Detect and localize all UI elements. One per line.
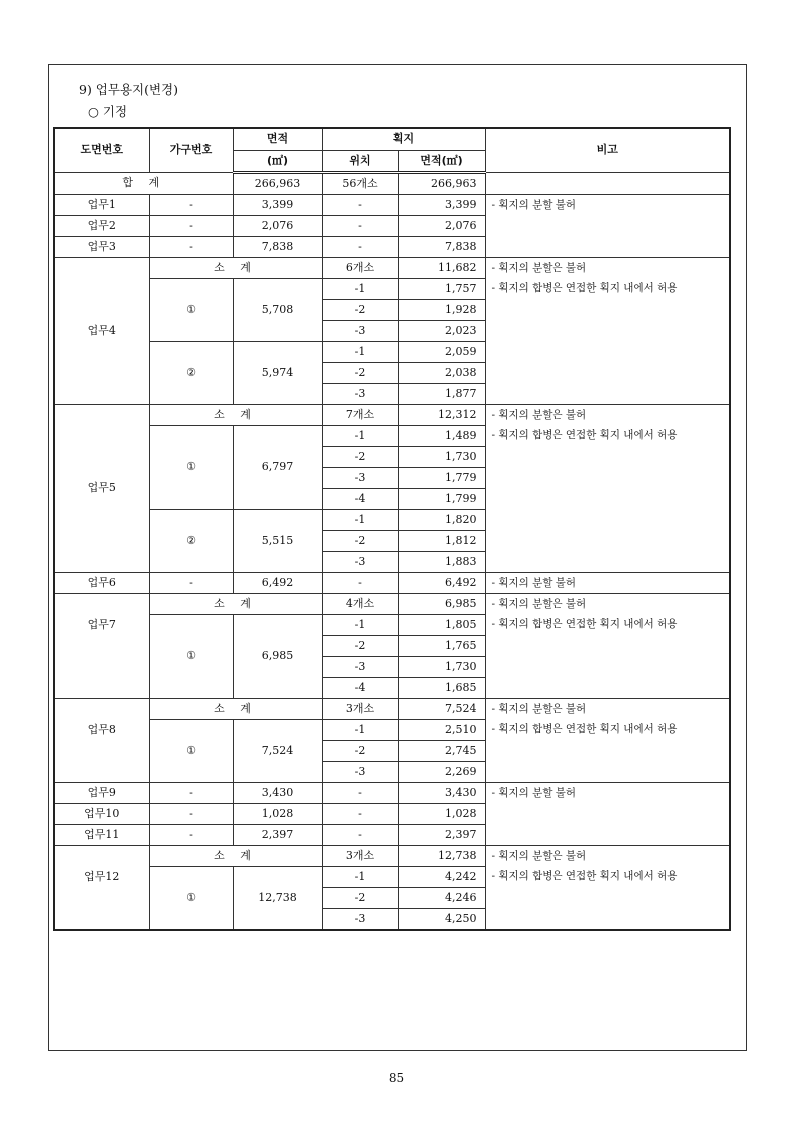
lot-position: - bbox=[322, 572, 398, 593]
table-row bbox=[54, 782, 730, 803]
remark-text: - 획지의 분할 불허 bbox=[491, 198, 577, 211]
remarks-cell bbox=[485, 698, 730, 782]
lot-position: -1 bbox=[322, 509, 398, 530]
lot-area: 4,246 bbox=[398, 887, 485, 908]
remarks-cell bbox=[485, 194, 730, 257]
subtotal-label: 소 계 bbox=[149, 257, 322, 278]
lot-area: 7,838 bbox=[398, 236, 485, 257]
lot-position: -2 bbox=[322, 362, 398, 383]
drawing-no: 업무7 bbox=[54, 593, 149, 698]
remarks-cell bbox=[485, 572, 730, 593]
drawing-no: 업무6 bbox=[54, 572, 149, 593]
area: 3,430 bbox=[233, 782, 322, 803]
lot-area: 2,076 bbox=[398, 215, 485, 236]
block-area: 6,985 bbox=[233, 614, 322, 698]
lot-area: 6,492 bbox=[398, 572, 485, 593]
drawing-no: 업무10 bbox=[54, 803, 149, 824]
block-no: - bbox=[149, 803, 233, 824]
lot-area: 3,399 bbox=[398, 194, 485, 215]
subtotal-label: 소 계 bbox=[149, 404, 322, 425]
table-row bbox=[54, 572, 730, 593]
header-area-unit: (㎡) bbox=[233, 150, 322, 172]
table-row bbox=[54, 404, 730, 425]
lot-position: -2 bbox=[322, 887, 398, 908]
remark-text: - 획지의 분할은 불허 bbox=[491, 261, 587, 274]
subtotal-area: 6,985 bbox=[398, 593, 485, 614]
remarks-cell bbox=[485, 593, 730, 698]
subtotal-label: 소 계 bbox=[149, 593, 322, 614]
subtotal-count: 3개소 bbox=[322, 698, 398, 719]
block-area: 5,974 bbox=[233, 341, 322, 404]
lot-position: -1 bbox=[322, 614, 398, 635]
lot-position: -4 bbox=[322, 677, 398, 698]
lot-area: 3,430 bbox=[398, 782, 485, 803]
lot-area: 2,269 bbox=[398, 761, 485, 782]
remarks-cell bbox=[485, 404, 730, 572]
remarks-cell bbox=[485, 172, 730, 194]
block-no: - bbox=[149, 824, 233, 845]
block-no: ① bbox=[149, 719, 233, 782]
total-count: 56개소 bbox=[322, 172, 398, 194]
lot-area: 1,805 bbox=[398, 614, 485, 635]
block-no: - bbox=[149, 215, 233, 236]
drawing-no: 업무4 bbox=[54, 257, 149, 404]
lot-position: -3 bbox=[322, 761, 398, 782]
lot-position: - bbox=[322, 803, 398, 824]
total-lot-area: 266,963 bbox=[398, 172, 485, 194]
remark-text: - 획지의 분할은 불허 bbox=[491, 702, 587, 715]
table-row bbox=[54, 172, 730, 194]
lot-position: - bbox=[322, 236, 398, 257]
lot-area: 1,883 bbox=[398, 551, 485, 572]
area: 2,076 bbox=[233, 215, 322, 236]
block-area: 6,797 bbox=[233, 425, 322, 509]
remarks-cell bbox=[485, 782, 730, 845]
total-area: 266,963 bbox=[233, 172, 322, 194]
lot-area: 1,028 bbox=[398, 803, 485, 824]
area: 7,838 bbox=[233, 236, 322, 257]
header-lot: 획지 bbox=[322, 128, 485, 150]
block-no: ① bbox=[149, 614, 233, 698]
page-number: 85 bbox=[388, 1071, 405, 1085]
remark-text: - 획지의 합병은 연접한 획지 내에서 허용 bbox=[491, 722, 678, 735]
lot-position: -3 bbox=[322, 551, 398, 572]
subtotal-label: 소 계 bbox=[149, 698, 322, 719]
lot-position: - bbox=[322, 215, 398, 236]
block-area: 12,738 bbox=[233, 866, 322, 930]
table-row bbox=[54, 698, 730, 719]
subtotal-count: 4개소 bbox=[322, 593, 398, 614]
lot-area: 2,397 bbox=[398, 824, 485, 845]
lot-position: -1 bbox=[322, 278, 398, 299]
table-row bbox=[54, 257, 730, 278]
block-area: 7,524 bbox=[233, 719, 322, 782]
remark-text: - 획지의 합병은 연접한 획지 내에서 허용 bbox=[491, 869, 678, 882]
drawing-no: 업무9 bbox=[54, 782, 149, 803]
lot-position: -2 bbox=[322, 299, 398, 320]
block-no: - bbox=[149, 194, 233, 215]
remark-text: - 획지의 분할 불허 bbox=[491, 576, 577, 589]
total-label: 합 계 bbox=[54, 172, 233, 194]
subtotal-area: 11,682 bbox=[398, 257, 485, 278]
drawing-no: 업무5 bbox=[54, 404, 149, 572]
remark-text: - 획지의 분할은 불허 bbox=[491, 849, 587, 862]
table-body bbox=[54, 172, 730, 930]
lot-position: -1 bbox=[322, 719, 398, 740]
lot-position: -3 bbox=[322, 656, 398, 677]
header-drawing-no: 도면번호 bbox=[54, 128, 149, 172]
header-block-no: 가구번호 bbox=[149, 128, 233, 172]
lot-position: -2 bbox=[322, 446, 398, 467]
block-no: ① bbox=[149, 278, 233, 341]
lot-position: -1 bbox=[322, 341, 398, 362]
lot-area: 1,765 bbox=[398, 635, 485, 656]
remark-text: - 획지의 분할 불허 bbox=[491, 786, 577, 799]
header-lot-area: 면적(㎡) bbox=[398, 150, 485, 172]
area: 6,492 bbox=[233, 572, 322, 593]
block-area: 5,515 bbox=[233, 509, 322, 572]
lot-position: -3 bbox=[322, 467, 398, 488]
remark-text: - 획지의 합병은 연접한 획지 내에서 허용 bbox=[491, 281, 678, 294]
lot-area: 1,685 bbox=[398, 677, 485, 698]
drawing-no: 업무2 bbox=[54, 215, 149, 236]
lot-area: 4,242 bbox=[398, 866, 485, 887]
lot-position: -3 bbox=[322, 383, 398, 404]
block-no: ① bbox=[149, 425, 233, 509]
block-no: ② bbox=[149, 341, 233, 404]
block-no: - bbox=[149, 572, 233, 593]
business-land-table bbox=[53, 127, 731, 931]
header-remarks: 비고 bbox=[485, 128, 730, 172]
section-title: 9) 업무용지(변경) bbox=[79, 82, 179, 97]
lot-area: 1,489 bbox=[398, 425, 485, 446]
section-subtitle: ○ 기정 bbox=[88, 104, 128, 119]
table-row bbox=[54, 593, 730, 614]
table-row bbox=[54, 194, 730, 215]
lot-position: -2 bbox=[322, 740, 398, 761]
remarks-cell bbox=[485, 257, 730, 404]
area: 3,399 bbox=[233, 194, 322, 215]
subtotal-area: 7,524 bbox=[398, 698, 485, 719]
lot-area: 1,877 bbox=[398, 383, 485, 404]
remarks-cell bbox=[485, 845, 730, 930]
lot-area: 1,730 bbox=[398, 656, 485, 677]
subtotal-count: 6개소 bbox=[322, 257, 398, 278]
lot-position: -3 bbox=[322, 320, 398, 341]
remark-text: - 획지의 합병은 연접한 획지 내에서 허용 bbox=[491, 617, 678, 630]
lot-area: 1,799 bbox=[398, 488, 485, 509]
lot-area: 1,779 bbox=[398, 467, 485, 488]
lot-area: 2,745 bbox=[398, 740, 485, 761]
area: 1,028 bbox=[233, 803, 322, 824]
lot-position: - bbox=[322, 194, 398, 215]
drawing-no: 업무11 bbox=[54, 824, 149, 845]
subtotal-area: 12,312 bbox=[398, 404, 485, 425]
block-no: ② bbox=[149, 509, 233, 572]
lot-area: 1,812 bbox=[398, 530, 485, 551]
block-area: 5,708 bbox=[233, 278, 322, 341]
area: 2,397 bbox=[233, 824, 322, 845]
header-position: 위치 bbox=[322, 150, 398, 172]
drawing-no: 업무12 bbox=[54, 845, 149, 930]
block-no: - bbox=[149, 782, 233, 803]
lot-position: - bbox=[322, 782, 398, 803]
lot-area: 1,928 bbox=[398, 299, 485, 320]
lot-area: 1,757 bbox=[398, 278, 485, 299]
drawing-no: 업무1 bbox=[54, 194, 149, 215]
lot-position: -4 bbox=[322, 488, 398, 509]
subtotal-area: 12,738 bbox=[398, 845, 485, 866]
lot-area: 2,023 bbox=[398, 320, 485, 341]
subtotal-label: 소 계 bbox=[149, 845, 322, 866]
lot-position: -2 bbox=[322, 530, 398, 551]
block-no: - bbox=[149, 236, 233, 257]
remark-text: - 획지의 합병은 연접한 획지 내에서 허용 bbox=[491, 428, 678, 441]
subtotal-count: 7개소 bbox=[322, 404, 398, 425]
drawing-no: 업무3 bbox=[54, 236, 149, 257]
lot-area: 1,820 bbox=[398, 509, 485, 530]
lot-area: 4,250 bbox=[398, 908, 485, 930]
remark-text: - 획지의 분할은 불허 bbox=[491, 408, 587, 421]
lot-area: 1,730 bbox=[398, 446, 485, 467]
lot-position: -1 bbox=[322, 425, 398, 446]
drawing-no: 업무8 bbox=[54, 698, 149, 782]
lot-position: - bbox=[322, 824, 398, 845]
lot-position: -3 bbox=[322, 908, 398, 930]
table-row bbox=[54, 845, 730, 866]
subtotal-count: 3개소 bbox=[322, 845, 398, 866]
lot-position: -2 bbox=[322, 635, 398, 656]
lot-position: -1 bbox=[322, 866, 398, 887]
header-area: 면적 bbox=[233, 128, 322, 150]
lot-area: 2,038 bbox=[398, 362, 485, 383]
lot-area: 2,510 bbox=[398, 719, 485, 740]
lot-area: 2,059 bbox=[398, 341, 485, 362]
remark-text: - 획지의 분할은 불허 bbox=[491, 597, 587, 610]
block-no: ① bbox=[149, 866, 233, 930]
